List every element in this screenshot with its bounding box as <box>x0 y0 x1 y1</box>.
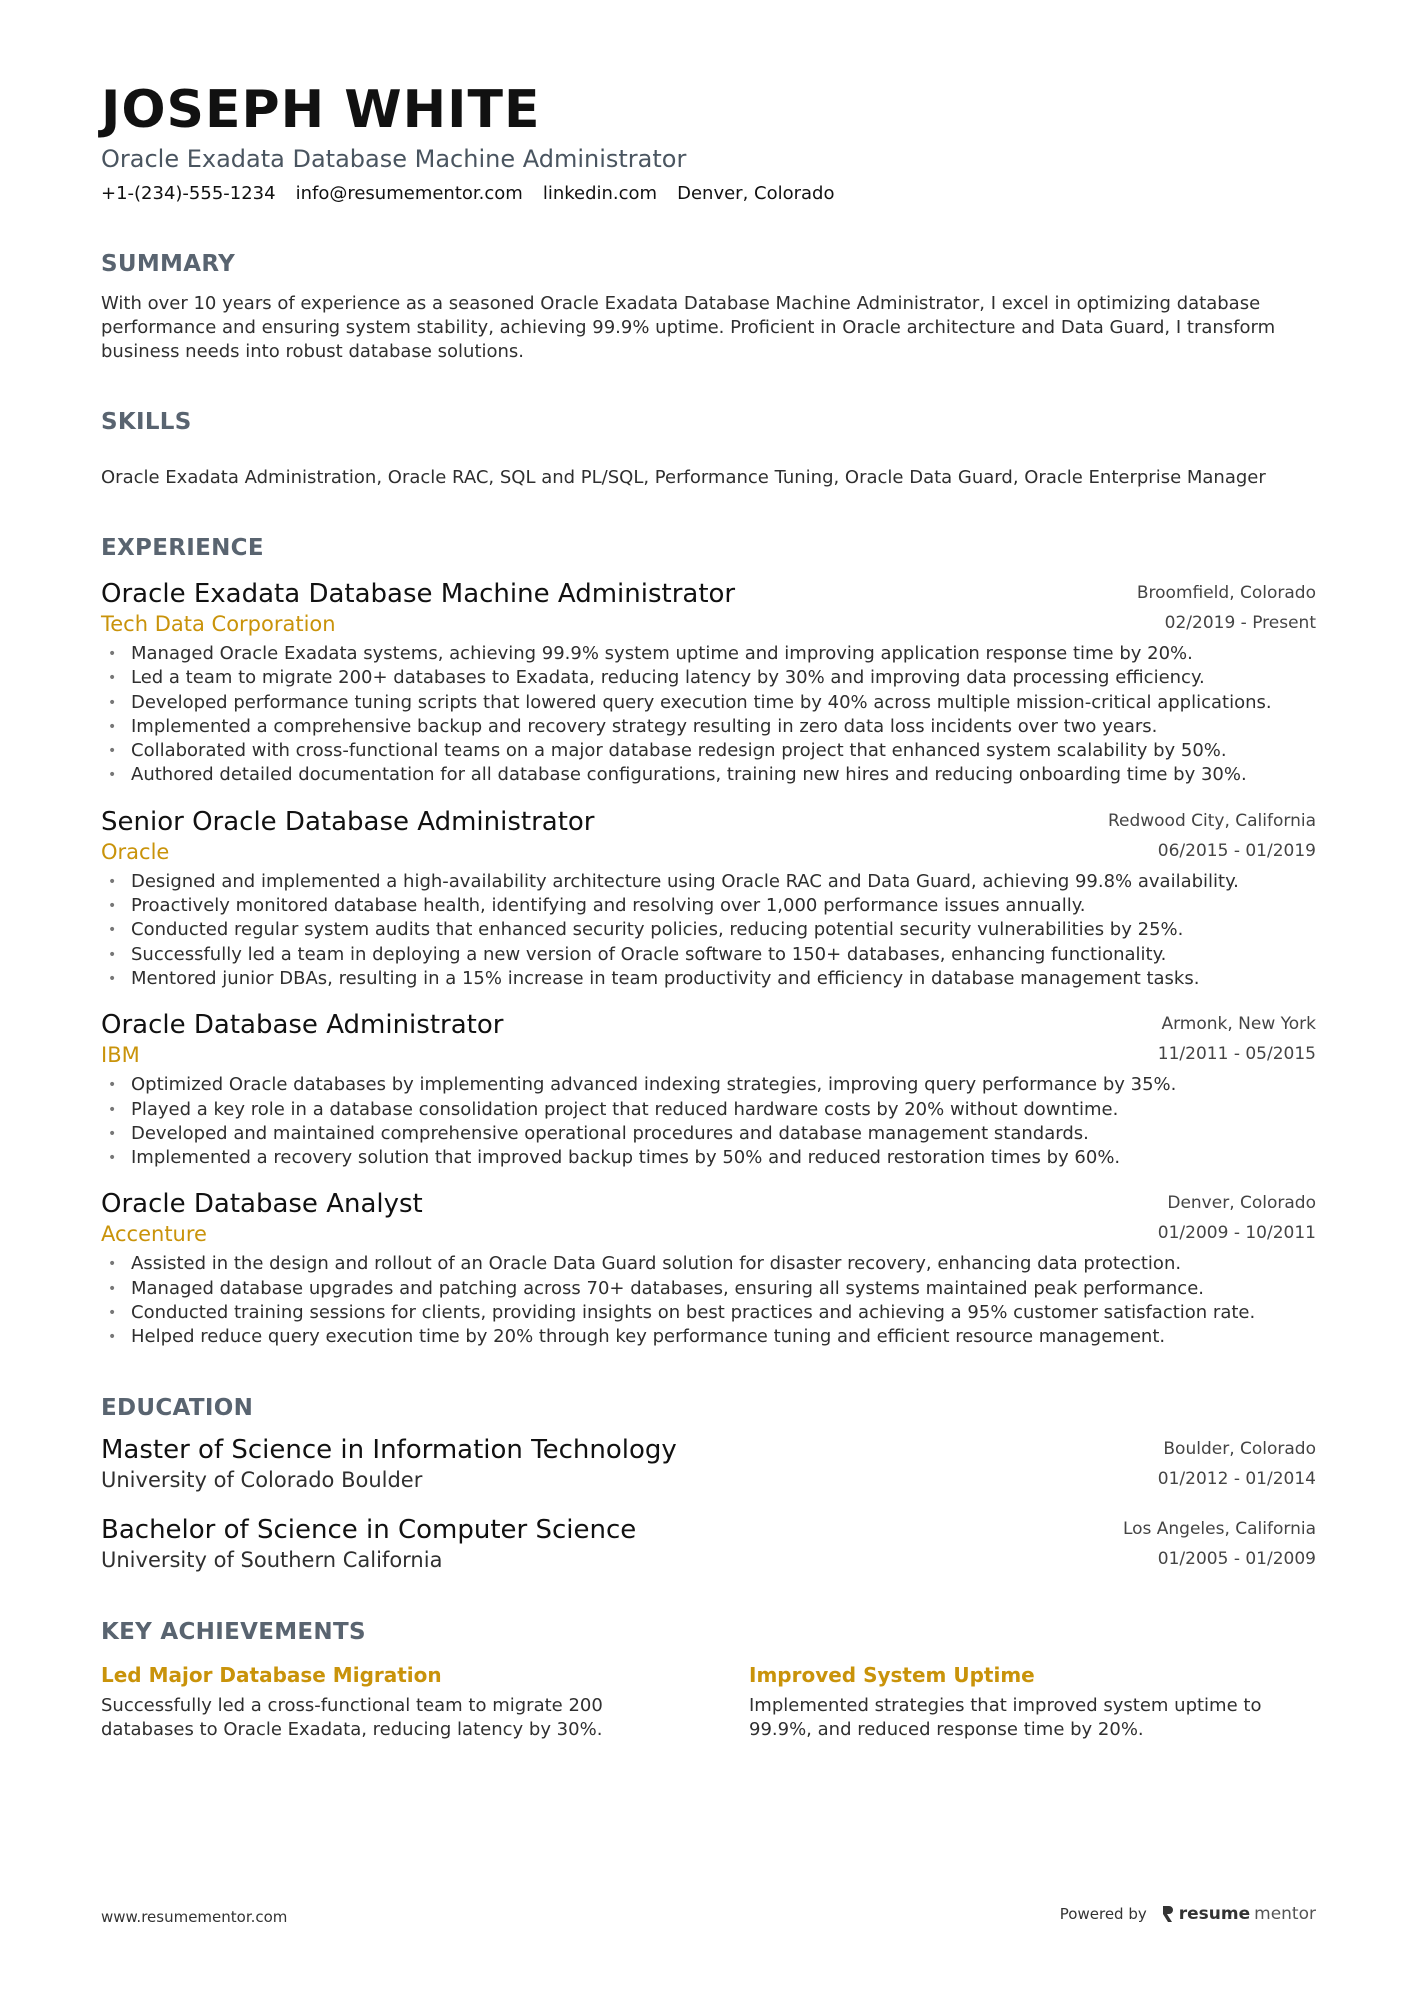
education-item <box>101 1434 1316 1494</box>
bullet-item: • Designed and implemented a high-availability architecture using Oracle RAC and Data Guard, achieving 99.8% availability. <box>108 870 1239 892</box>
job-company: Tech Data Corporation <box>101 612 336 636</box>
bullet-item: • Mentored junior DBAs, resulting in a 15% increase in team productivity and efficiency in database management tasks. <box>108 967 1200 989</box>
bullet-item: • Conducted training sessions for clients, providing insights on best practices and achieving a 95% customer satisfaction rate. <box>108 1302 1256 1324</box>
summary-section <box>101 250 1316 364</box>
school-location: Los Angeles, California <box>1122 1518 1316 1539</box>
summary-title: SUMMARY <box>101 251 236 277</box>
powered-by-label: Powered by <box>1059 1905 1147 1923</box>
education-dates: 01/2012 - 01/2014 <box>1157 1468 1316 1489</box>
job-location: Broomfield, Colorado <box>1136 583 1316 603</box>
experience-item <box>101 1188 1316 1349</box>
job-location: Redwood City, California <box>1107 810 1316 831</box>
bullet-item: • Led a team to migrate 200+ databases to Exadata, reducing latency by 30% and improving data processing efficiency. <box>108 667 1205 689</box>
candidate-name: JOSEPH WHITE <box>101 80 541 140</box>
experience-section <box>101 534 1316 1350</box>
education-section <box>101 1394 1316 1574</box>
job-dates: 02/2019 - Present <box>1164 613 1316 633</box>
bullet-item: • Implemented a comprehensive backup and recovery strategy resulting in zero data loss incidents over two years. <box>108 715 1158 737</box>
footer-branding <box>1060 1904 1316 1924</box>
degree-title: Bachelor of Science in Computer Science <box>101 1514 637 1545</box>
bullet-item: • Developed and maintained comprehensive operational procedures and database management standards. <box>108 1122 1089 1144</box>
bullet-item: • Conducted regular system audits that enhanced security policies, reducing potential security vulnerabilities by 25%. <box>108 919 1184 941</box>
job-title: Senior Oracle Database Administrator <box>101 806 595 837</box>
job-dates: 11/2011 - 05/2015 <box>1157 1044 1316 1065</box>
job-company: IBM <box>101 1043 140 1068</box>
bullet-item: • Managed database upgrades and patching across 70+ databases, ensuring all systems maintained peak performance. <box>108 1277 1204 1299</box>
contact-location: Denver, Colorado <box>677 183 835 204</box>
bullet-item: • Collaborated with cross-functional teams on a major database redesign project that enhanced system scalability by 50%. <box>108 740 1227 762</box>
job-location: Denver, Colorado <box>1167 1193 1316 1214</box>
experience-item <box>101 578 1316 788</box>
job-title: Oracle Database Analyst <box>101 1189 423 1220</box>
contact-linkedin[interactable]: linkedin.com <box>542 183 658 204</box>
logo-text-bold: resume <box>1178 1904 1251 1924</box>
job-bullets <box>101 642 1316 788</box>
resumementor-logo[interactable] <box>1161 1904 1316 1924</box>
job-company: Oracle <box>101 839 170 864</box>
achievement-text: Successfully led a cross-functional team to migrate 200 databases to Oracle Exadata, reducing latency by 30%. <box>101 1694 603 1740</box>
school-location: Boulder, Colorado <box>1163 1438 1316 1459</box>
experience-title: EXPERIENCE <box>101 535 264 561</box>
resumementor-logo-icon <box>1161 1904 1175 1924</box>
bullet-item: • Successfully led a team in deploying a new version of Oracle software to 150+ databases, enhancing functionality. <box>108 943 1167 965</box>
job-title: Oracle Database Administrator <box>101 1010 504 1041</box>
achievements-section <box>101 1618 1316 1742</box>
skills-section <box>101 408 1316 490</box>
bullet-item: • Developed performance tuning scripts that lowered query execution time by 40% across multiple mission-critical applications. <box>108 691 1272 713</box>
logo-text-light: mentor <box>1254 1904 1316 1924</box>
bullet-item: • Authored detailed documentation for all database configurations, training new hires and reducing onboarding time by 30%. <box>108 764 1247 786</box>
candidate-headline: Oracle Exadata Database Machine Administrator <box>101 145 687 173</box>
resume-header <box>101 80 1316 206</box>
bullet-item: • Managed Oracle Exadata systems, achieving 99.9% system uptime and improving application response time by 20%. <box>108 643 1193 664</box>
bullet-item: • Played a key role in a database consolidation project that reduced hardware costs by 20% without downtime. <box>108 1098 1119 1120</box>
job-bullets <box>101 870 1316 991</box>
achievement-text: Implemented strategies that improved system uptime to 99.9%, and reduced response time by 20%. <box>749 1694 1262 1740</box>
bullet-item: • Assisted in the design and rollout of an Oracle Data Guard solution for disaster recovery, enhancing data protection. <box>108 1253 1182 1275</box>
job-dates: 01/2009 - 10/2011 <box>1157 1223 1316 1244</box>
education-title: EDUCATION <box>101 1394 254 1421</box>
skills-text: Oracle Exadata Administration, Oracle RAC, SQL and PL/SQL, Performance Tuning, Oracle Data Guard, Oracle Enterprise Manager <box>101 467 1266 488</box>
skills-title: SKILLS <box>101 409 192 435</box>
school-name: University of Southern California <box>101 1547 443 1572</box>
contact-email[interactable]: info@resumementor.com <box>295 183 523 204</box>
contact-line <box>101 182 1316 206</box>
experience-item <box>101 1009 1316 1170</box>
bullet-item: • Proactively monitored database health, identifying and resolving over 1,000 performance issues annually. <box>108 895 1086 917</box>
bullet-item: • Optimized Oracle databases by implementing advanced indexing strategies, improving query performance by 35%. <box>108 1074 1177 1096</box>
school-name: University of Colorado Boulder <box>101 1467 423 1492</box>
job-company: Accenture <box>101 1222 207 1247</box>
education-dates: 01/2005 - 01/2009 <box>1157 1548 1316 1569</box>
footer-website[interactable]: www.resumementor.com <box>101 1908 288 1926</box>
achievement-title: Led Major Database Migration <box>101 1662 442 1687</box>
achievement-title: Improved System Uptime <box>749 1662 1035 1687</box>
experience-item <box>101 806 1316 991</box>
contact-phone: +1-(234)-555-1234 <box>101 183 276 204</box>
job-location: Armonk, New York <box>1161 1014 1316 1035</box>
education-item <box>101 1514 1316 1574</box>
bullet-item: • Helped reduce query execution time by 20% through key performance tuning and efficient resource management. <box>108 1326 1166 1348</box>
job-dates: 06/2015 - 01/2019 <box>1157 840 1316 861</box>
resume-page <box>101 80 1316 1742</box>
achievement-item <box>101 1662 631 1742</box>
job-title: Oracle Exadata Database Machine Administrator <box>101 579 736 609</box>
achievement-item <box>749 1662 1279 1742</box>
summary-text: With over 10 years of experience as a seasoned Oracle Exadata Database Machine Administrator, I excel in optimizing database performance and ensuring system stability, achieving 99.9% uptime. Proficient in Oracle architecture and Data Guard, I transform business needs into robust database solutions. <box>101 293 1276 362</box>
achievements-title: KEY ACHIEVEMENTS <box>101 1618 366 1645</box>
job-bullets <box>101 1073 1316 1170</box>
degree-title: Master of Science in Information Technology <box>101 1434 677 1465</box>
bullet-item: • Implemented a recovery solution that improved backup times by 50% and reduced restoration times by 60%. <box>108 1147 1121 1169</box>
job-bullets <box>101 1252 1316 1349</box>
